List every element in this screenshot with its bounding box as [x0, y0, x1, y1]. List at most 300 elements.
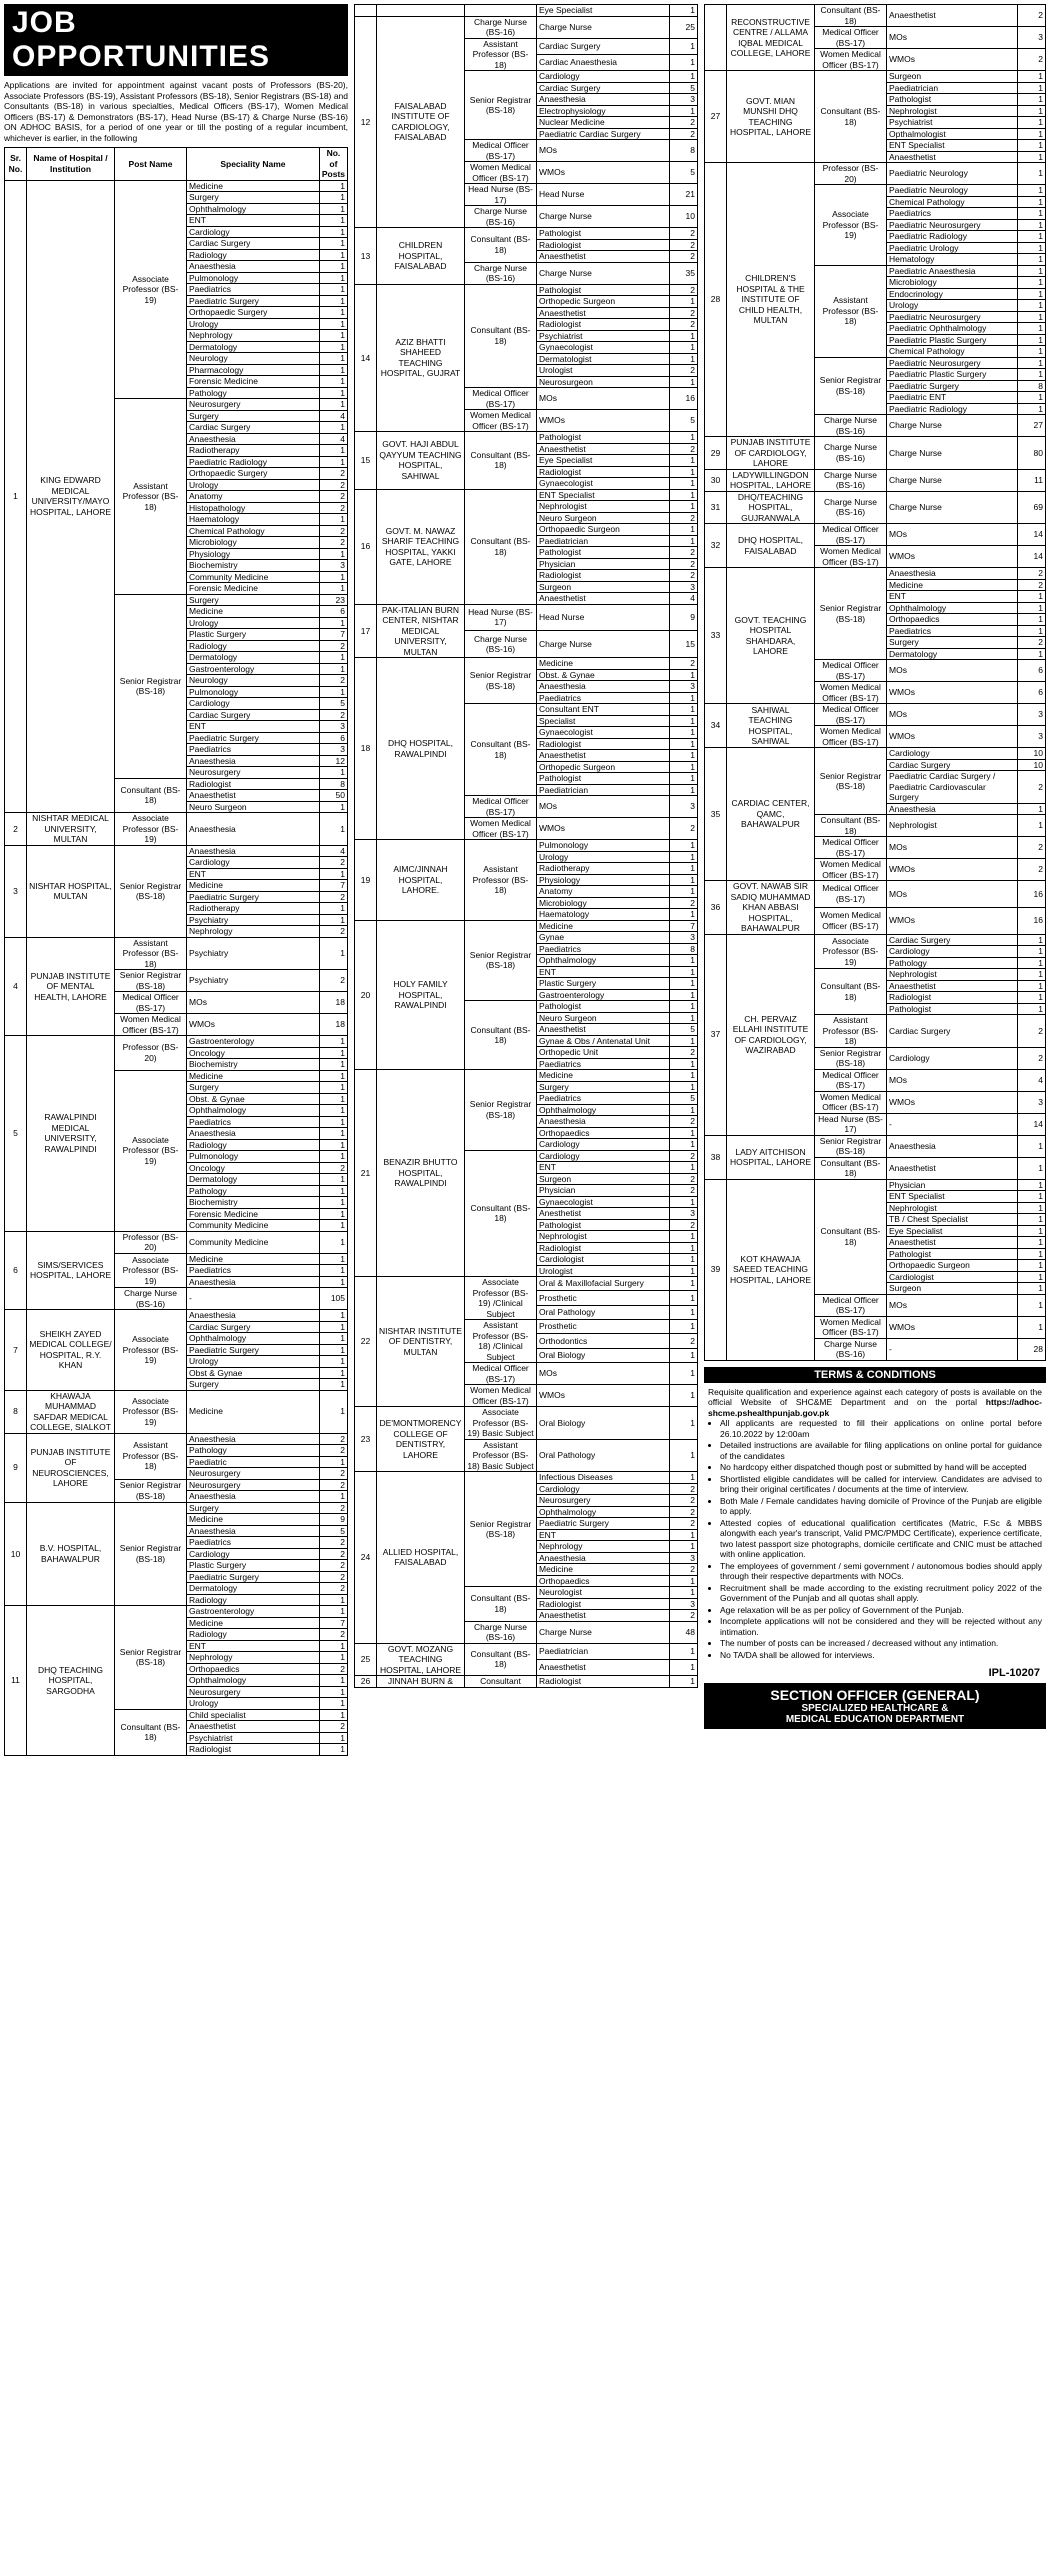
posts-count-cell: 2 [1018, 1015, 1046, 1048]
table-row [705, 437, 1046, 470]
sr-no-cell: 1 [5, 180, 27, 813]
sr-no-cell: 24 [355, 1472, 377, 1644]
speciality-cell: Medicine [537, 1070, 670, 1082]
speciality-cell: Oral Biology [537, 1348, 670, 1362]
posts-count-cell: 1 [319, 1344, 347, 1356]
speciality-cell: Orthopaedics [537, 1575, 670, 1587]
posts-count-cell: 1 [1018, 1225, 1046, 1237]
posts-count-cell: 1 [1018, 625, 1046, 637]
speciality-cell: WMOs [887, 859, 1018, 881]
speciality-cell: Anaesthetist [537, 251, 670, 263]
table-row [355, 228, 698, 240]
speciality-cell: Infectious Diseases [537, 1472, 670, 1484]
speciality-cell: Gynae & Obs / Antenatal Unit [537, 1035, 670, 1047]
speciality-cell: Anaesthetist [537, 1024, 670, 1036]
posts-count-cell: 1 [319, 1594, 347, 1606]
speciality-cell: Dermatology [187, 341, 320, 353]
posts-count-cell: 1 [1018, 1214, 1046, 1226]
hospital-cell: GOVT. NAWAB SIR SADIQ MUHAMMAD KHAN ABBASI HOSPITAL, BAHAWALPUR [727, 881, 815, 935]
header-sr: Sr. No. [5, 148, 27, 181]
speciality-cell: Paediatric Neurology [887, 185, 1018, 197]
speciality-cell: Physician [537, 1185, 670, 1197]
post-name-cell: Women Medical Officer (BS-17) [815, 907, 887, 934]
vacancy-table-2 [354, 4, 698, 1688]
speciality-cell: Paediatric Neurosurgery [887, 219, 1018, 231]
posts-count-cell: 1 [319, 767, 347, 779]
posts-count-cell: 1 [1018, 815, 1046, 837]
post-name-cell: Charge Nurse (BS-16) [815, 491, 887, 524]
sr-no-cell: 5 [5, 1036, 27, 1232]
hospital-cell: AZIZ BHATTI SHAHEED TEACHING HOSPITAL, GUJRAT [377, 284, 465, 432]
posts-count-cell: 1 [670, 1242, 698, 1254]
post-name-cell: Senior Registrar (BS-18) [115, 845, 187, 937]
posts-count-cell: 1 [1018, 369, 1046, 381]
posts-count-cell: 2 [670, 365, 698, 377]
speciality-cell: Radiotherapy [537, 863, 670, 875]
speciality-cell: Anaesthesia [537, 1116, 670, 1128]
speciality-cell: WMOs [887, 682, 1018, 704]
posts-count-cell: 2 [670, 1610, 698, 1622]
speciality-cell: Pathologist [537, 284, 670, 296]
speciality-cell: Oncology [187, 1047, 320, 1059]
speciality-cell: Paediatric Cardiac Surgery [537, 128, 670, 140]
speciality-cell: Paediatric ENT [887, 392, 1018, 404]
posts-count-cell: 1 [319, 663, 347, 675]
posts-count-cell: 1 [319, 226, 347, 238]
speciality-cell: Cardiac Surgery [887, 759, 1018, 771]
posts-count-cell: 1 [319, 1174, 347, 1186]
posts-count-cell: 1 [1018, 1157, 1046, 1179]
speciality-cell: Radiologist [537, 1598, 670, 1610]
speciality-cell: Anaesthetist [537, 443, 670, 455]
speciality-cell: ENT [537, 1529, 670, 1541]
post-name-cell: Assistant Professor (BS-18) [115, 1433, 187, 1479]
posts-count-cell: 1 [319, 387, 347, 399]
table-row [5, 813, 348, 846]
posts-count-cell: 1 [1018, 82, 1046, 94]
posts-count-cell: 1 [1018, 648, 1046, 660]
posts-count-cell: 1 [670, 1659, 698, 1675]
posts-count-cell: 2 [1018, 49, 1046, 71]
posts-count-cell: 2 [319, 1445, 347, 1457]
posts-count-cell: 1 [670, 1305, 698, 1319]
speciality-cell: WMOs [537, 410, 670, 432]
posts-count-cell: 1 [319, 1093, 347, 1105]
posts-count-cell: 1 [319, 583, 347, 595]
sr-no-cell: 11 [5, 1606, 27, 1756]
posts-count-cell: 1 [670, 886, 698, 898]
posts-count-cell: 1 [670, 1472, 698, 1484]
speciality-cell: Paediatric Surgery [187, 1344, 320, 1356]
posts-count-cell: 1 [319, 1070, 347, 1082]
speciality-cell: Paediatrics [187, 1537, 320, 1549]
speciality-cell: Paediatrics [187, 744, 320, 756]
posts-count-cell: 1 [670, 535, 698, 547]
posts-count-cell: 1 [319, 341, 347, 353]
speciality-cell: MOs [537, 388, 670, 410]
posts-count-cell: 10 [1018, 748, 1046, 760]
hospital-cell: AIMC/JINNAH HOSPITAL, LAHORE. [377, 840, 465, 921]
posts-count-cell: 1 [670, 1196, 698, 1208]
posts-count-cell: 3 [1018, 726, 1046, 748]
speciality-cell: Forensic Medicine [187, 1208, 320, 1220]
hospital-cell: SHEIKH ZAYED MEDICAL COLLEGE/ HOSPITAL, R.Y. KHAN [27, 1310, 115, 1391]
speciality-cell: Anatomy [187, 491, 320, 503]
posts-count-cell: 1 [670, 840, 698, 852]
posts-count-cell: 16 [1018, 881, 1046, 908]
posts-count-cell: 1 [319, 272, 347, 284]
speciality-cell: Paediatric Radiology [887, 403, 1018, 415]
speciality-cell: Surgeon [537, 1173, 670, 1185]
posts-count-cell: 1 [319, 1276, 347, 1288]
posts-count-cell: 2 [670, 251, 698, 263]
hospital-cell: GOVT. TEACHING HOSPITAL SHAHDARA, LAHORE [727, 568, 815, 704]
hospital-cell: DHQ HOSPITAL, RAWALPINDI [377, 658, 465, 840]
post-name-cell: Senior Registrar (BS-18) [815, 1135, 887, 1157]
hospital-cell: GOVT. MOZANG TEACHING HOSPITAL, LAHORE [377, 1643, 465, 1676]
table-row [355, 658, 698, 670]
posts-count-cell: 1 [1018, 992, 1046, 1004]
posts-count-cell: 1 [319, 868, 347, 880]
speciality-cell: WMOs [887, 1316, 1018, 1338]
speciality-cell: WMOs [887, 907, 1018, 934]
post-name-cell: Women Medical Officer (BS-17) [815, 49, 887, 71]
posts-count-cell: 1 [670, 773, 698, 785]
speciality-cell: Anaesthesia [187, 1310, 320, 1322]
post-name-cell: Medical Officer (BS-17) [815, 660, 887, 682]
speciality-cell: Cardiology [887, 1047, 1018, 1069]
sr-no-cell: 9 [5, 1433, 27, 1502]
posts-count-cell: 4 [1018, 1069, 1046, 1091]
speciality-cell: - [887, 1338, 1018, 1360]
post-name-cell: Consultant (BS-18) [815, 71, 887, 163]
speciality-cell: Orthopaedics [537, 1127, 670, 1139]
speciality-cell: Dermatology [187, 1174, 320, 1186]
speciality-cell: Pathologist [537, 1219, 670, 1231]
speciality-cell: Endocrinology [887, 288, 1018, 300]
hospital-cell: RECONSTRUCTIVE CENTRE / ALLAMA IQBAL MEDICAL COLLEGE, LAHORE [727, 5, 815, 71]
post-name-cell: Consultant (BS-18) [465, 432, 537, 490]
posts-count-cell: 1 [319, 1675, 347, 1687]
table-row [705, 71, 1046, 83]
posts-count-cell: 2 [319, 1583, 347, 1595]
post-name-cell: Professor (BS-20) [815, 163, 887, 185]
speciality-cell: Paediatrician [887, 82, 1018, 94]
speciality-cell: Surgeon [537, 581, 670, 593]
hospital-cell [377, 5, 465, 17]
posts-count-cell: 1 [670, 692, 698, 704]
post-name-cell: Associate Professor (BS-19) /Clinical Subject [465, 1277, 537, 1320]
posts-count-cell: 1 [670, 1291, 698, 1305]
posts-count-cell: 1 [670, 353, 698, 365]
posts-count-cell: 1 [1018, 1294, 1046, 1316]
posts-count-cell: 1 [670, 1265, 698, 1277]
speciality-cell: WMOs [887, 546, 1018, 568]
posts-count-cell: 2 [319, 1433, 347, 1445]
post-name-cell: Women Medical Officer (BS-17) [465, 818, 537, 840]
speciality-cell: Anaesthesia [887, 568, 1018, 580]
posts-count-cell: 1 [670, 1058, 698, 1070]
posts-count-cell: 2 [670, 1506, 698, 1518]
post-name-cell: Senior Registrar (BS-18) [465, 658, 537, 704]
speciality-cell: Anaesthetist [537, 593, 670, 605]
speciality-cell: Anaesthesia [187, 1525, 320, 1537]
portal-link[interactable]: https://adhoc-shcme.pshealthpunjab.gov.pk [708, 1397, 1042, 1418]
posts-count-cell: 1 [670, 727, 698, 739]
post-name-cell: Senior Registrar (BS-18) [465, 1472, 537, 1587]
speciality-cell: Gastroenterology [187, 1606, 320, 1618]
terms-item: • Detailed instructions are available for filing applications on online portal for guidance of the candidates [720, 1440, 1042, 1461]
speciality-cell: Oral Pathology [537, 1305, 670, 1319]
posts-count-cell: 28 [1018, 1338, 1046, 1360]
posts-count-cell: 1 [319, 445, 347, 457]
sr-no-cell: 30 [705, 469, 727, 491]
posts-count-cell: 1 [319, 318, 347, 330]
post-name-cell: Medical Officer (BS-17) [465, 1363, 537, 1385]
posts-count-cell: 1 [1018, 357, 1046, 369]
post-name-cell: Senior Registrar (BS-18) [815, 748, 887, 815]
speciality-cell: Paediatrician [537, 1643, 670, 1659]
table-row [5, 1606, 348, 1618]
speciality-cell: Neurology [187, 675, 320, 687]
posts-count-cell: 1 [1018, 1237, 1046, 1249]
post-name-cell: Senior Registrar (BS-18) [115, 1606, 187, 1710]
speciality-cell: Hematology [887, 254, 1018, 266]
post-name-cell: Consultant (BS-18) [465, 1643, 537, 1676]
speciality-cell: Pathology [187, 387, 320, 399]
speciality-cell: Cardiac Surgery [887, 1015, 1018, 1048]
post-name-cell: Head Nurse (BS-17) [465, 184, 537, 206]
speciality-cell: Radiotherapy [187, 445, 320, 457]
speciality-cell: Radiologist [537, 466, 670, 478]
speciality-cell: Orthopedic Surgeon [537, 761, 670, 773]
speciality-cell: Anaesthesia [187, 1491, 320, 1503]
speciality-cell: Oral & Maxillofacial Surgery [537, 1277, 670, 1291]
speciality-cell: Gynaecologist [537, 727, 670, 739]
posts-count-cell: 1 [1018, 957, 1046, 969]
posts-count-cell: 1 [670, 5, 698, 17]
speciality-cell: Opthalmologist [887, 128, 1018, 140]
issuer-dept-1: SPECIALIZED HEALTHCARE & [801, 1703, 949, 1714]
speciality-cell: Anaesthesia [187, 261, 320, 273]
posts-count-cell: 16 [1018, 907, 1046, 934]
posts-count-cell: 2 [319, 1537, 347, 1549]
posts-count-cell: 1 [670, 704, 698, 716]
table-row [705, 881, 1046, 908]
posts-count-cell: 1 [319, 1116, 347, 1128]
posts-count-cell: 1 [319, 1640, 347, 1652]
posts-count-cell: 2 [670, 307, 698, 319]
speciality-cell: Gynaecologist [537, 342, 670, 354]
posts-count-cell: 1 [319, 1105, 347, 1117]
speciality-cell: MOs [887, 1294, 1018, 1316]
table-row [705, 491, 1046, 524]
speciality-cell: Pathologist [537, 547, 670, 559]
posts-count-cell: 1 [670, 1643, 698, 1659]
posts-count-cell: 3 [1018, 27, 1046, 49]
posts-count-cell: 1 [319, 1036, 347, 1048]
speciality-cell: Anaesthesia [537, 94, 670, 106]
posts-count-cell: 5 [670, 410, 698, 432]
posts-count-cell: 1 [1018, 1271, 1046, 1283]
posts-count-cell: 2 [670, 1219, 698, 1231]
posts-count-cell: 1 [319, 1709, 347, 1721]
speciality-cell: Radiologist [187, 778, 320, 790]
posts-count-cell: 1 [670, 1070, 698, 1082]
posts-count-cell: 1 [1018, 403, 1046, 415]
speciality-cell: Head Nurse [537, 184, 670, 206]
speciality-cell: Anaesthesia [887, 803, 1018, 815]
speciality-cell: Gastroenterology [187, 1036, 320, 1048]
speciality-cell: Pathologist [537, 773, 670, 785]
table-row [5, 180, 348, 192]
post-name-cell: Charge Nurse (BS-16) [115, 1288, 187, 1310]
speciality-cell: Nephrologist [887, 105, 1018, 117]
posts-count-cell: 6 [319, 732, 347, 744]
posts-count-cell: 1 [1018, 71, 1046, 83]
posts-count-cell: 6 [319, 606, 347, 618]
post-name-cell: Assistant Professor (BS-18) [815, 1015, 887, 1048]
posts-count-cell: 1 [1018, 1248, 1046, 1260]
speciality-cell: WMOs [887, 726, 1018, 748]
header-hospital: Name of Hospital / Institution [27, 148, 115, 181]
speciality-cell: Child specialist [187, 1709, 320, 1721]
posts-count-cell: 1 [319, 215, 347, 227]
speciality-cell: Anaesthetist [537, 750, 670, 762]
speciality-cell: Surgery [187, 594, 320, 606]
posts-count-cell: 1 [1018, 323, 1046, 335]
table-row [705, 5, 1046, 27]
posts-count-cell: 1 [670, 1385, 698, 1407]
hospital-cell: PAK-ITALIAN BURN CENTER, NISHTAR MEDICAL UNIVERSITY, MULTAN [377, 604, 465, 658]
posts-count-cell: 2 [670, 570, 698, 582]
posts-count-cell: 2 [670, 239, 698, 251]
sr-no-cell: 23 [355, 1407, 377, 1472]
posts-count-cell: 1 [319, 1197, 347, 1209]
posts-count-cell: 2 [670, 443, 698, 455]
posts-count-cell: 1 [670, 863, 698, 875]
terms-title: TERMS & CONDITIONS [704, 1367, 1046, 1383]
speciality-cell: Microbiology [887, 277, 1018, 289]
speciality-cell: Oncology [187, 1162, 320, 1174]
speciality-cell: Orthopedic Unit [537, 1047, 670, 1059]
table-row [5, 937, 348, 970]
column-3 [704, 4, 1046, 2556]
posts-count-cell: 1 [670, 466, 698, 478]
post-name-cell: Charge Nurse (BS-16) [465, 631, 537, 658]
speciality-cell: Ophthalmology [187, 1675, 320, 1687]
speciality-cell: Pathologist [887, 1248, 1018, 1260]
post-name-cell: Senior Registrar (BS-18) [815, 568, 887, 660]
posts-count-cell: 1 [670, 1439, 698, 1472]
speciality-cell: Nephrology [187, 926, 320, 938]
post-name-cell: Medical Officer (BS-17) [815, 27, 887, 49]
posts-count-cell: 1 [319, 1333, 347, 1345]
posts-count-cell: 1 [1018, 602, 1046, 614]
speciality-cell: Anaesthetist [887, 5, 1018, 27]
speciality-cell: Pathologist [887, 94, 1018, 106]
posts-count-cell: 1 [1018, 334, 1046, 346]
speciality-cell: Cardiology [187, 857, 320, 869]
hospital-cell: KING EDWARD MEDICAL UNIVERSITY/MAYO HOSPITAL, LAHORE [27, 180, 115, 813]
posts-count-cell: 7 [670, 920, 698, 932]
posts-count-cell: 1 [670, 432, 698, 444]
column-2 [354, 4, 698, 2556]
speciality-cell: Pathology [887, 957, 1018, 969]
posts-count-cell: 2 [670, 1116, 698, 1128]
vacancy-table-1 [4, 147, 348, 1756]
speciality-cell: Paediatric Cardiac Surgery / Paediatric Cardiovascular Surgery [887, 771, 1018, 804]
speciality-cell: Paediatric Surgery [187, 1571, 320, 1583]
speciality-cell: ENT Specialist [537, 489, 670, 501]
speciality-cell: Radiologist [537, 570, 670, 582]
posts-count-cell: 2 [1018, 5, 1046, 27]
posts-count-cell: 2 [1018, 771, 1046, 804]
header-posts: No. of Posts [319, 148, 347, 181]
posts-count-cell: 48 [670, 1621, 698, 1643]
posts-count-cell: 1 [319, 1698, 347, 1710]
posts-count-cell: 1 [1018, 277, 1046, 289]
post-name-cell: Senior Registrar (BS-18) [115, 1502, 187, 1606]
posts-count-cell: 1 [1018, 163, 1046, 185]
post-name-cell: Consultant (BS-18) [815, 969, 887, 1015]
speciality-cell: Paediatric Surgery [187, 891, 320, 903]
posts-count-cell: 1 [1018, 300, 1046, 312]
speciality-cell: Gastroenterology [187, 663, 320, 675]
speciality-cell: Surgery [187, 1502, 320, 1514]
posts-count-cell: 2 [670, 512, 698, 524]
speciality-cell: Paediatrician [537, 535, 670, 547]
speciality-cell: ENT [187, 215, 320, 227]
speciality-cell: Ophthalmology [887, 602, 1018, 614]
posts-count-cell: 1 [670, 966, 698, 978]
speciality-cell: Radiologist [537, 239, 670, 251]
sr-no-cell: 39 [705, 1179, 727, 1360]
speciality-cell: MOs [887, 524, 1018, 546]
posts-count-cell: 1 [319, 1220, 347, 1232]
speciality-cell: Cardiologist [537, 1254, 670, 1266]
speciality-cell: Radiologist [537, 319, 670, 331]
posts-count-cell: 2 [319, 1162, 347, 1174]
posts-count-cell: 1 [319, 801, 347, 813]
speciality-cell: Urology [187, 318, 320, 330]
posts-count-cell: 1 [319, 1379, 347, 1391]
speciality-cell: Neurosurgery [187, 399, 320, 411]
speciality-cell: Haematology [537, 909, 670, 921]
hospital-cell: KOT KHAWAJA SAEED TEACHING HOSPITAL, LAHORE [727, 1179, 815, 1360]
speciality-cell: Forensic Medicine [187, 376, 320, 388]
table-row [5, 1310, 348, 1322]
sr-no-cell: 8 [5, 1390, 27, 1433]
speciality-cell: Medicine [187, 1070, 320, 1082]
posts-count-cell: 1 [1018, 1202, 1046, 1214]
table-row [5, 1231, 348, 1253]
speciality-cell: Paediatric Radiology [187, 456, 320, 468]
speciality-cell: Ophthalmology [537, 955, 670, 967]
speciality-cell: Paediatric Radiology [887, 231, 1018, 243]
posts-count-cell: 7 [319, 1617, 347, 1629]
speciality-cell: Nephrology [187, 1652, 320, 1664]
speciality-cell: Paediatrician [537, 784, 670, 796]
terms-item: • Recruitment shall be made according to the existing recruitment policy 2022 of the Government of the Punjab and all quotas shall apply. [720, 1583, 1042, 1604]
sr-no-cell: 21 [355, 1070, 377, 1277]
speciality-cell: Chemical Pathology [187, 525, 320, 537]
speciality-cell: Obst. & Gynae [537, 669, 670, 681]
speciality-cell: Surgery [187, 1082, 320, 1094]
speciality-cell: Psychiatrist [187, 1732, 320, 1744]
speciality-cell: Nephrologist [887, 969, 1018, 981]
speciality-cell: Radiologist [537, 1676, 670, 1688]
